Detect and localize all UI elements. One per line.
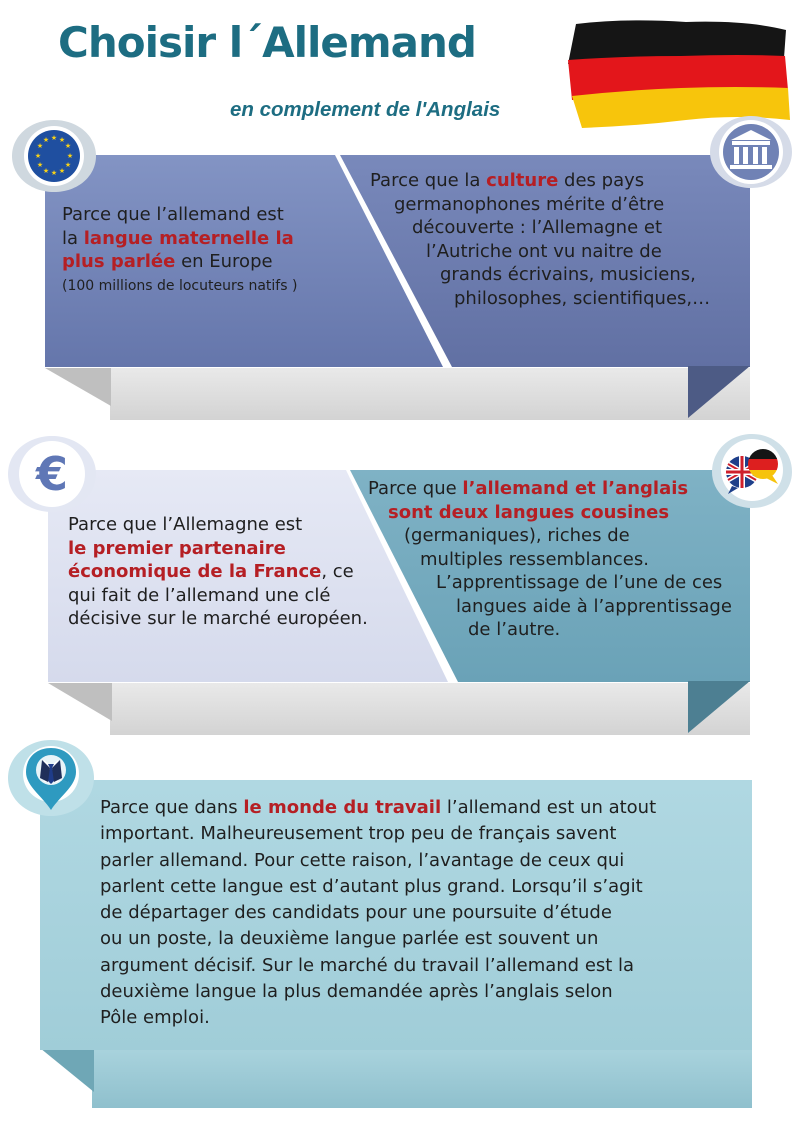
panel-1-text	[62, 203, 297, 296]
panel-3-ribbon	[110, 683, 750, 735]
panel-1-ribbon-fold	[45, 368, 113, 408]
highlight: langue maternelle la	[83, 227, 294, 249]
panel-1-line: plus parlée en Europe	[62, 251, 273, 272]
panel-5-line: parlent cette langue est d’autant plus grand. Lorsqu’il s’agit	[100, 875, 643, 897]
svg-text:★: ★	[58, 136, 66, 144]
svg-text:★: ★	[66, 152, 74, 160]
panel-2-line: Parce que la culture des pays	[370, 170, 645, 191]
highlight: l’allemand et l’anglais	[462, 478, 689, 499]
panel-2-line: philosophes, scientifiques,…	[454, 287, 711, 309]
panel-4-line: multiples ressemblances.	[420, 548, 649, 570]
page-title: Choisir l´Allemand	[58, 18, 476, 67]
panel-3-line: qui fait de l’allemand une clé	[68, 584, 331, 606]
svg-text:★: ★	[64, 161, 72, 169]
panel-5-line: Parce que dans le monde du travail l’allemand est un atout	[100, 797, 657, 818]
svg-text:★: ★	[64, 142, 72, 150]
highlight: le premier partenaire	[68, 537, 286, 559]
svg-text:★: ★	[58, 167, 66, 175]
panel-4-line: L’apprentissage de l’une de ces	[436, 572, 723, 593]
highlight: le monde du travail	[243, 797, 442, 818]
highlight: économique de la France	[68, 561, 322, 582]
panel-2-line: l’Autriche ont vu naitre de	[426, 240, 662, 262]
panel-5-ribbon-fold	[40, 1048, 96, 1094]
panel-5-line: parler allemand. Pour cette raison, l’avantage de ceux qui	[100, 849, 625, 871]
panel-2-line: grands écrivains, musiciens,	[440, 264, 696, 285]
panel-2-line: découverte : l’Allemagne et	[412, 217, 663, 238]
panel-5-line: Pôle emploi.	[100, 1007, 210, 1029]
highlight: culture	[486, 170, 559, 191]
svg-text:★: ★	[50, 169, 58, 177]
panel-4-line: de l’autre.	[468, 619, 561, 640]
panel-4-ribbon-fold	[688, 681, 752, 733]
panel-2-ribbon-fold	[688, 366, 752, 418]
panel-4-text	[368, 477, 732, 642]
panel-5-line: de départager des candidats pour une poursuite d’étude	[100, 902, 612, 924]
svg-text:★: ★	[50, 134, 58, 142]
svg-text:★: ★	[34, 152, 42, 160]
panel-1-line: Parce que l’allemand est	[62, 204, 284, 225]
eu-flag-icon	[8, 118, 100, 198]
highlight: plus parlée	[62, 251, 176, 272]
highlight: sont deux langues cousines	[388, 501, 670, 523]
svg-text:★: ★	[42, 167, 50, 175]
page-subtitle: en complement de l'Anglais	[230, 98, 501, 121]
panel-2-text	[370, 169, 710, 310]
panel-3-text	[68, 513, 368, 631]
panel-5-line: argument décisif. Sur le marché du travail l’allemand est la	[100, 954, 635, 976]
svg-text:€: €	[35, 447, 69, 501]
panel-5-line: ou un poste, la deuxième langue parlée est souvent un	[100, 928, 599, 950]
panel-3-ribbon-fold	[48, 683, 114, 723]
businessman-pin-icon	[4, 738, 98, 822]
museum-icon	[706, 112, 796, 192]
panel-4-line: Parce que l’allemand et l’anglais	[368, 478, 689, 499]
panel-5-ribbon	[92, 1048, 752, 1108]
panel-5-line: deuxième langue la plus demandée après l’anglais selon	[100, 981, 613, 1003]
svg-text:★: ★	[42, 136, 50, 144]
panel-5-text	[100, 795, 656, 1032]
panel-3-line: décisive sur le marché européen.	[68, 608, 368, 629]
panel-4-line: langues aide à l’apprentissage	[456, 595, 732, 617]
svg-text:★: ★	[36, 161, 44, 169]
panel-4-line: (germaniques), riches de	[404, 525, 630, 546]
euro-icon	[4, 434, 100, 516]
panel-3-line: économique de la France, ce	[68, 561, 354, 582]
panel-1-ribbon	[110, 368, 750, 420]
panel-1-note: (100 millions de locuteurs natifs )	[62, 277, 298, 294]
panel-1-line: la langue maternelle la	[62, 227, 294, 249]
panel-2-line: germanophones mérite d’être	[394, 193, 665, 215]
panel-3-line: Parce que l’Allemagne est	[68, 514, 303, 535]
svg-text:★: ★	[36, 142, 44, 150]
panel-5-line: important. Malheureusement trop peu de français savent	[100, 823, 617, 845]
